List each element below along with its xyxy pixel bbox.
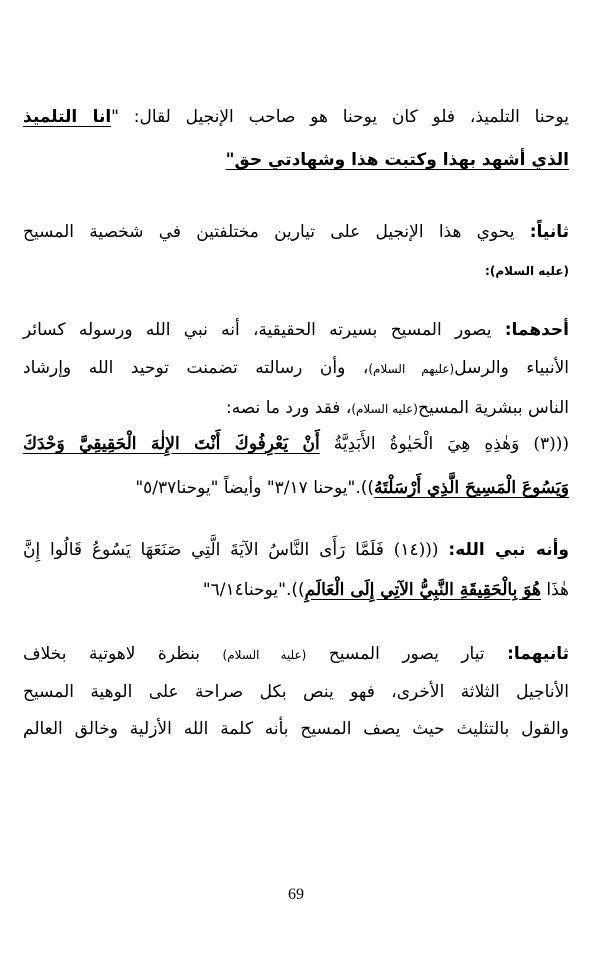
honorific: (عليه السلام): [222, 648, 307, 662]
page-number: 69: [288, 886, 304, 903]
text-run: ، وأن رسالته تضمنت توحيد الله وإرشاد: [23, 358, 369, 378]
honorific: (عليه السلام): [351, 402, 418, 416]
text-line: [23, 220, 569, 244]
text-line: [23, 717, 569, 741]
text-run: الأناجيل الثلاثة الأخرى، فهو ينص بكل صراحة على الوهية المسيح: [23, 682, 569, 702]
verse-text: (((١٤) فَلَمَّا رَأَى النَّاسُ الآيَةَ الَّتِي صَنَعَهَا يَسُوعُ قَالُوا إِنَّ: [23, 540, 449, 560]
verse-line: [23, 578, 569, 602]
verse-reference: ))."يوحنا ٣/١٧" وأيضاً "يوحنا٥/٣٧": [135, 478, 375, 498]
text-line: [23, 105, 569, 129]
text-run: بنظرة لاهوتية بخلاف: [23, 644, 223, 664]
subsection-heading: وأنه نبي الله:: [448, 540, 569, 560]
verse-line: [23, 476, 569, 500]
verse-line: [23, 432, 569, 456]
text-line: [23, 318, 569, 342]
section-heading: ثانياً:: [529, 222, 569, 242]
subsection-heading: ثانيهما:: [507, 644, 569, 664]
text-line: [23, 356, 569, 381]
quoted-verse-line: الذي أشهد بهذا وكتبت هذا وشهادتي حق": [225, 150, 569, 170]
text-run: ، فقد ورد ما نصه:: [225, 398, 352, 418]
honorific: (عليهم السلام): [368, 362, 455, 376]
verse-text: (((٣) وَهٰذِهِ هِيَ الْحَيٰوةُ الأَبَدِيَّةُ: [319, 434, 569, 454]
text-line: [23, 680, 569, 704]
text-run: يحوي هذا الإنجيل على تيارين مختلفتين في شخصية المسيح: [23, 222, 530, 242]
text-run: الأنبياء والرسل: [454, 358, 569, 378]
verse-text: هٰذَا: [540, 580, 569, 600]
verse-emphasis: أَنْ يَعْرِفُوكَ أَنْتَ الإِلٰهَ الْحَقِيقِيَّ وَحْدَكَ: [23, 434, 320, 454]
honorific: (عليه السلام):: [485, 264, 569, 278]
quoted-verse: انا التلميذ: [23, 107, 112, 127]
text-run: الناس ببشرية المسيح: [417, 398, 569, 418]
verse-reference: ))."يوحنا٦/١٤": [202, 580, 305, 600]
text-run: والقول بالتثليث حيث يصف المسيح بأنه كلمة الله الأزلية وخالق العالم: [23, 719, 569, 739]
subsection-heading: أحدهما:: [504, 320, 569, 340]
verse-emphasis: هُوَ بِالْحَقِيقَةِ النَّبِيُّ الآتِي إِلَى الْعَالَمِ: [304, 580, 541, 600]
text-line: [23, 258, 569, 283]
text-run: تيار يصور المسيح: [306, 644, 508, 664]
text-line: [23, 642, 569, 667]
text-line: [23, 396, 569, 421]
text-run: يوحنا التلميذ، فلو كان يوحنا هو صاحب الإنجيل لقال: ": [111, 107, 569, 127]
verse-line: [23, 538, 569, 562]
verse-emphasis: وَيَسُوعَ الْمَسِيحَ الَّذِي أَرْسَلْتَهُ: [374, 478, 569, 498]
text-run: يصور المسيح بسيرته الحقيقية، أنه نبي الله ورسوله كسائر: [23, 320, 505, 340]
